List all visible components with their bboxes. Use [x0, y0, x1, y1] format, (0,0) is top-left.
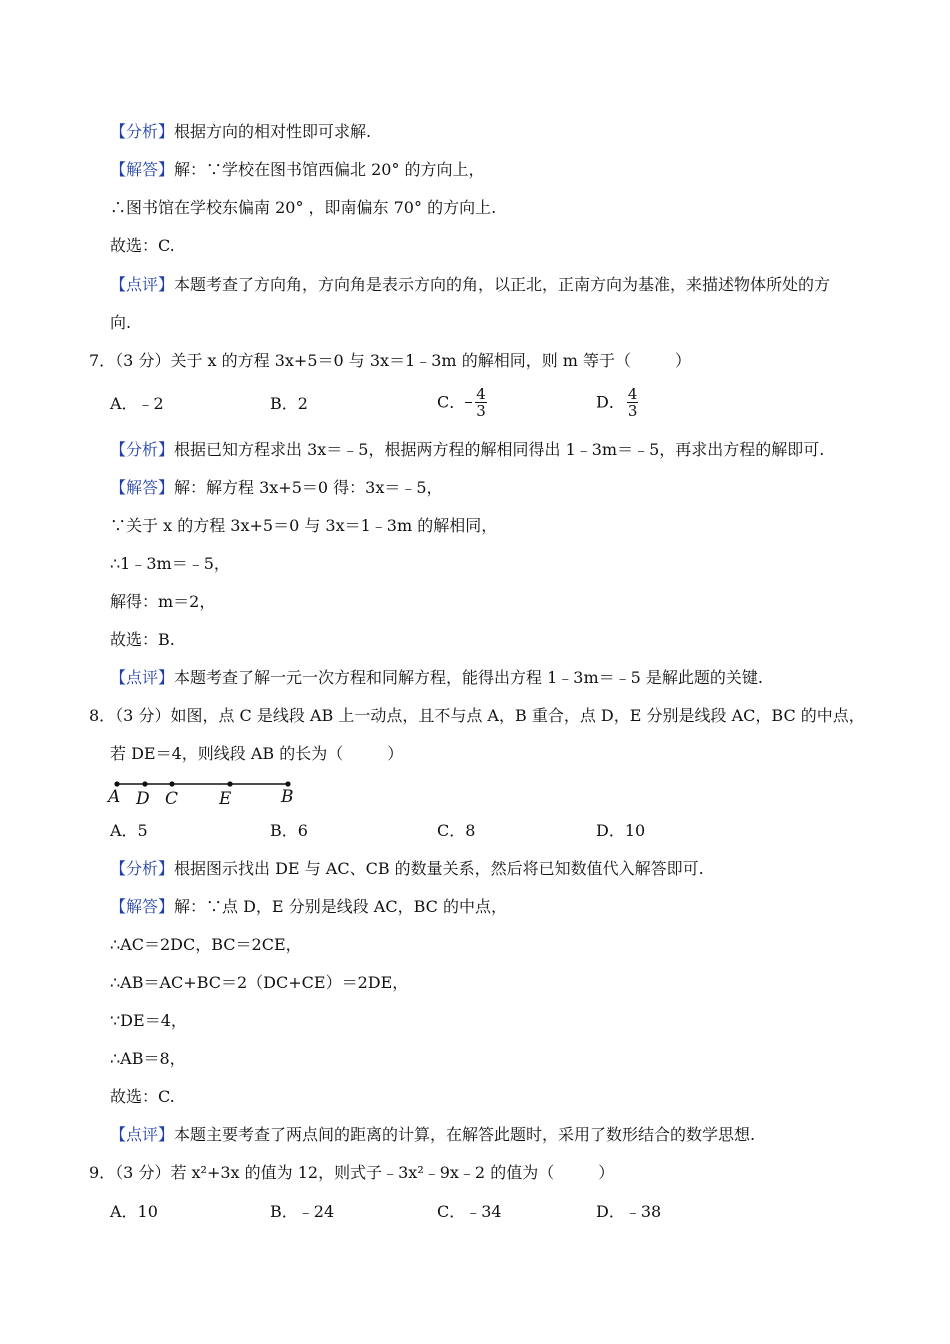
- q6-comment-line-2: 向.: [110, 313, 132, 332]
- q7-option-b: B．2: [270, 394, 308, 413]
- q7-comment: [110, 668, 763, 688]
- denominator: 3: [627, 402, 638, 420]
- q8-option-a: A．5: [110, 821, 148, 840]
- comment-text: 本题考查了解一元一次方程和同解方程，能得出方程 1﹣3m＝﹣5 是解此题的关键.: [174, 668, 763, 687]
- q8-stem-close: ）: [387, 744, 404, 763]
- comment-tag: 【点评】: [110, 1125, 175, 1144]
- q7-answer-line-3: ∴1﹣3m＝﹣5，: [110, 554, 230, 573]
- q7-option-d-label: D．: [596, 392, 625, 412]
- q7-option-c-label: C．: [437, 392, 466, 412]
- q8-comment: [110, 1125, 755, 1145]
- q9-stem-close: ）: [598, 1163, 615, 1182]
- answer-tag: 【解答】: [110, 478, 175, 497]
- q8-option-b: B．6: [270, 821, 308, 840]
- answer-text: 解：解方程 3x+5＝0 得：3x＝﹣5，: [174, 478, 443, 497]
- q8-stem-line-2: [110, 744, 403, 764]
- q7-stem-close: ）: [675, 351, 692, 370]
- answer-text: 解：∵点 D，E 分别是线段 AC，BC 的中点，: [174, 897, 507, 916]
- q7-stem-text: 7．（3 分）关于 x 的方程 3x+5＝0 与 3x＝1﹣3m 的解相同，则 m 等于（: [89, 351, 632, 370]
- q8-option-d: D．10: [596, 821, 646, 840]
- point-d: [142, 781, 147, 786]
- answer-tag: 【解答】: [110, 160, 175, 179]
- numerator: 4: [476, 385, 486, 403]
- label-c: C: [165, 789, 179, 809]
- label-b: B: [281, 787, 294, 807]
- analysis-text: 根据已知方程求出 3x＝﹣5，根据两方程的解相同得出 1﹣3m＝﹣5，再求出方程的解即可.: [174, 440, 825, 459]
- analysis-text: 根据方向的相对性即可求解.: [174, 122, 372, 141]
- point-b: [285, 781, 290, 786]
- analysis-text: 根据图示找出 DE 与 AC、CB 的数量关系，然后将已知数值代入解答即可.: [174, 859, 704, 878]
- q7-answer-line-5: 故选：B.: [110, 630, 175, 649]
- q9-option-a: A．10: [110, 1202, 158, 1221]
- segment-figure: [106, 775, 306, 809]
- q8-stem-text: 若 DE＝4，则线段 AB 的长为（: [110, 744, 344, 763]
- q7-option-d: [596, 386, 638, 419]
- q8-option-c: C．8: [437, 821, 476, 840]
- label-e: E: [219, 789, 232, 809]
- numerator: 4: [627, 385, 638, 403]
- fraction: [627, 386, 639, 419]
- denominator: 3: [476, 402, 486, 420]
- comment-tag: 【点评】: [110, 275, 175, 294]
- analysis-tag: 【分析】: [110, 859, 175, 878]
- q7-analysis: [110, 440, 824, 460]
- q7-answer-line-4: 解得：m＝2，: [110, 592, 216, 611]
- q8-answer-line-1: [110, 897, 507, 917]
- label-d: D: [136, 789, 150, 809]
- q9-stem: [89, 1163, 614, 1183]
- q8-stem-line-1: 8．（3 分）如图，点 C 是线段 AB 上一动点，且不与点 A，B 重合，点 D，E 分别是线段 AC，BC 的中点，: [89, 706, 865, 725]
- q7-answer-line-2: ∵关于 x 的方程 3x+5＝0 与 3x＝1﹣3m 的解相同，: [110, 516, 498, 535]
- answer-tag: 【解答】: [110, 897, 175, 916]
- q6-comment: [110, 275, 830, 295]
- q6-answer-line-2: ∴图书馆在学校东偏南 20° ，即南偏东 70° 的方向上.: [110, 198, 497, 217]
- point-a: [114, 781, 119, 786]
- q7-option-a: A．﹣2: [110, 394, 164, 413]
- fraction: [475, 386, 487, 419]
- q8-answer-line-3: ∴AB＝AC+BC＝2（DC+CE）＝2DE，: [110, 973, 409, 992]
- label-a: A: [108, 787, 121, 807]
- comment-text: 本题主要考查了两点间的距离的计算，在解答此题时，采用了数形结合的数学思想.: [174, 1125, 756, 1144]
- q7-option-c: [437, 386, 487, 419]
- point-e: [227, 781, 232, 786]
- answer-text: 解：∵学校在图书馆西偏北 20° 的方向上，: [174, 160, 485, 179]
- analysis-tag: 【分析】: [110, 122, 175, 141]
- q7-answer-line-1: [110, 478, 443, 498]
- q8-answer-line-5: ∴AB＝8，: [110, 1049, 186, 1068]
- q6-analysis: [110, 122, 371, 142]
- minus-sign: [465, 402, 472, 403]
- q8-answer-line-2: ∴AC＝2DC，BC＝2CE，: [110, 935, 302, 954]
- analysis-tag: 【分析】: [110, 440, 175, 459]
- point-c: [169, 781, 174, 786]
- comment-text: 本题考查了方向角，方向角是表示方向的角，以正北，正南方向为基准，来描述物体所处的方: [174, 275, 831, 294]
- q9-option-b: B．﹣24: [270, 1202, 335, 1221]
- q7-stem: [89, 351, 691, 371]
- q8-answer-line-4: ∵DE＝4，: [110, 1011, 187, 1030]
- q6-answer-line-3: 故选：C.: [110, 236, 175, 255]
- q9-option-c: C．﹣34: [437, 1202, 502, 1221]
- comment-tag: 【点评】: [110, 668, 175, 687]
- q6-answer-line-1: [110, 160, 485, 180]
- q8-answer-line-6: 故选：C.: [110, 1087, 175, 1106]
- q8-analysis: [110, 859, 704, 879]
- q9-stem-text: 9．（3 分）若 x²+3x 的值为 12，则式子﹣3x²﹣9x﹣2 的值为（: [89, 1163, 555, 1182]
- q9-option-d: D．﹣38: [596, 1202, 662, 1221]
